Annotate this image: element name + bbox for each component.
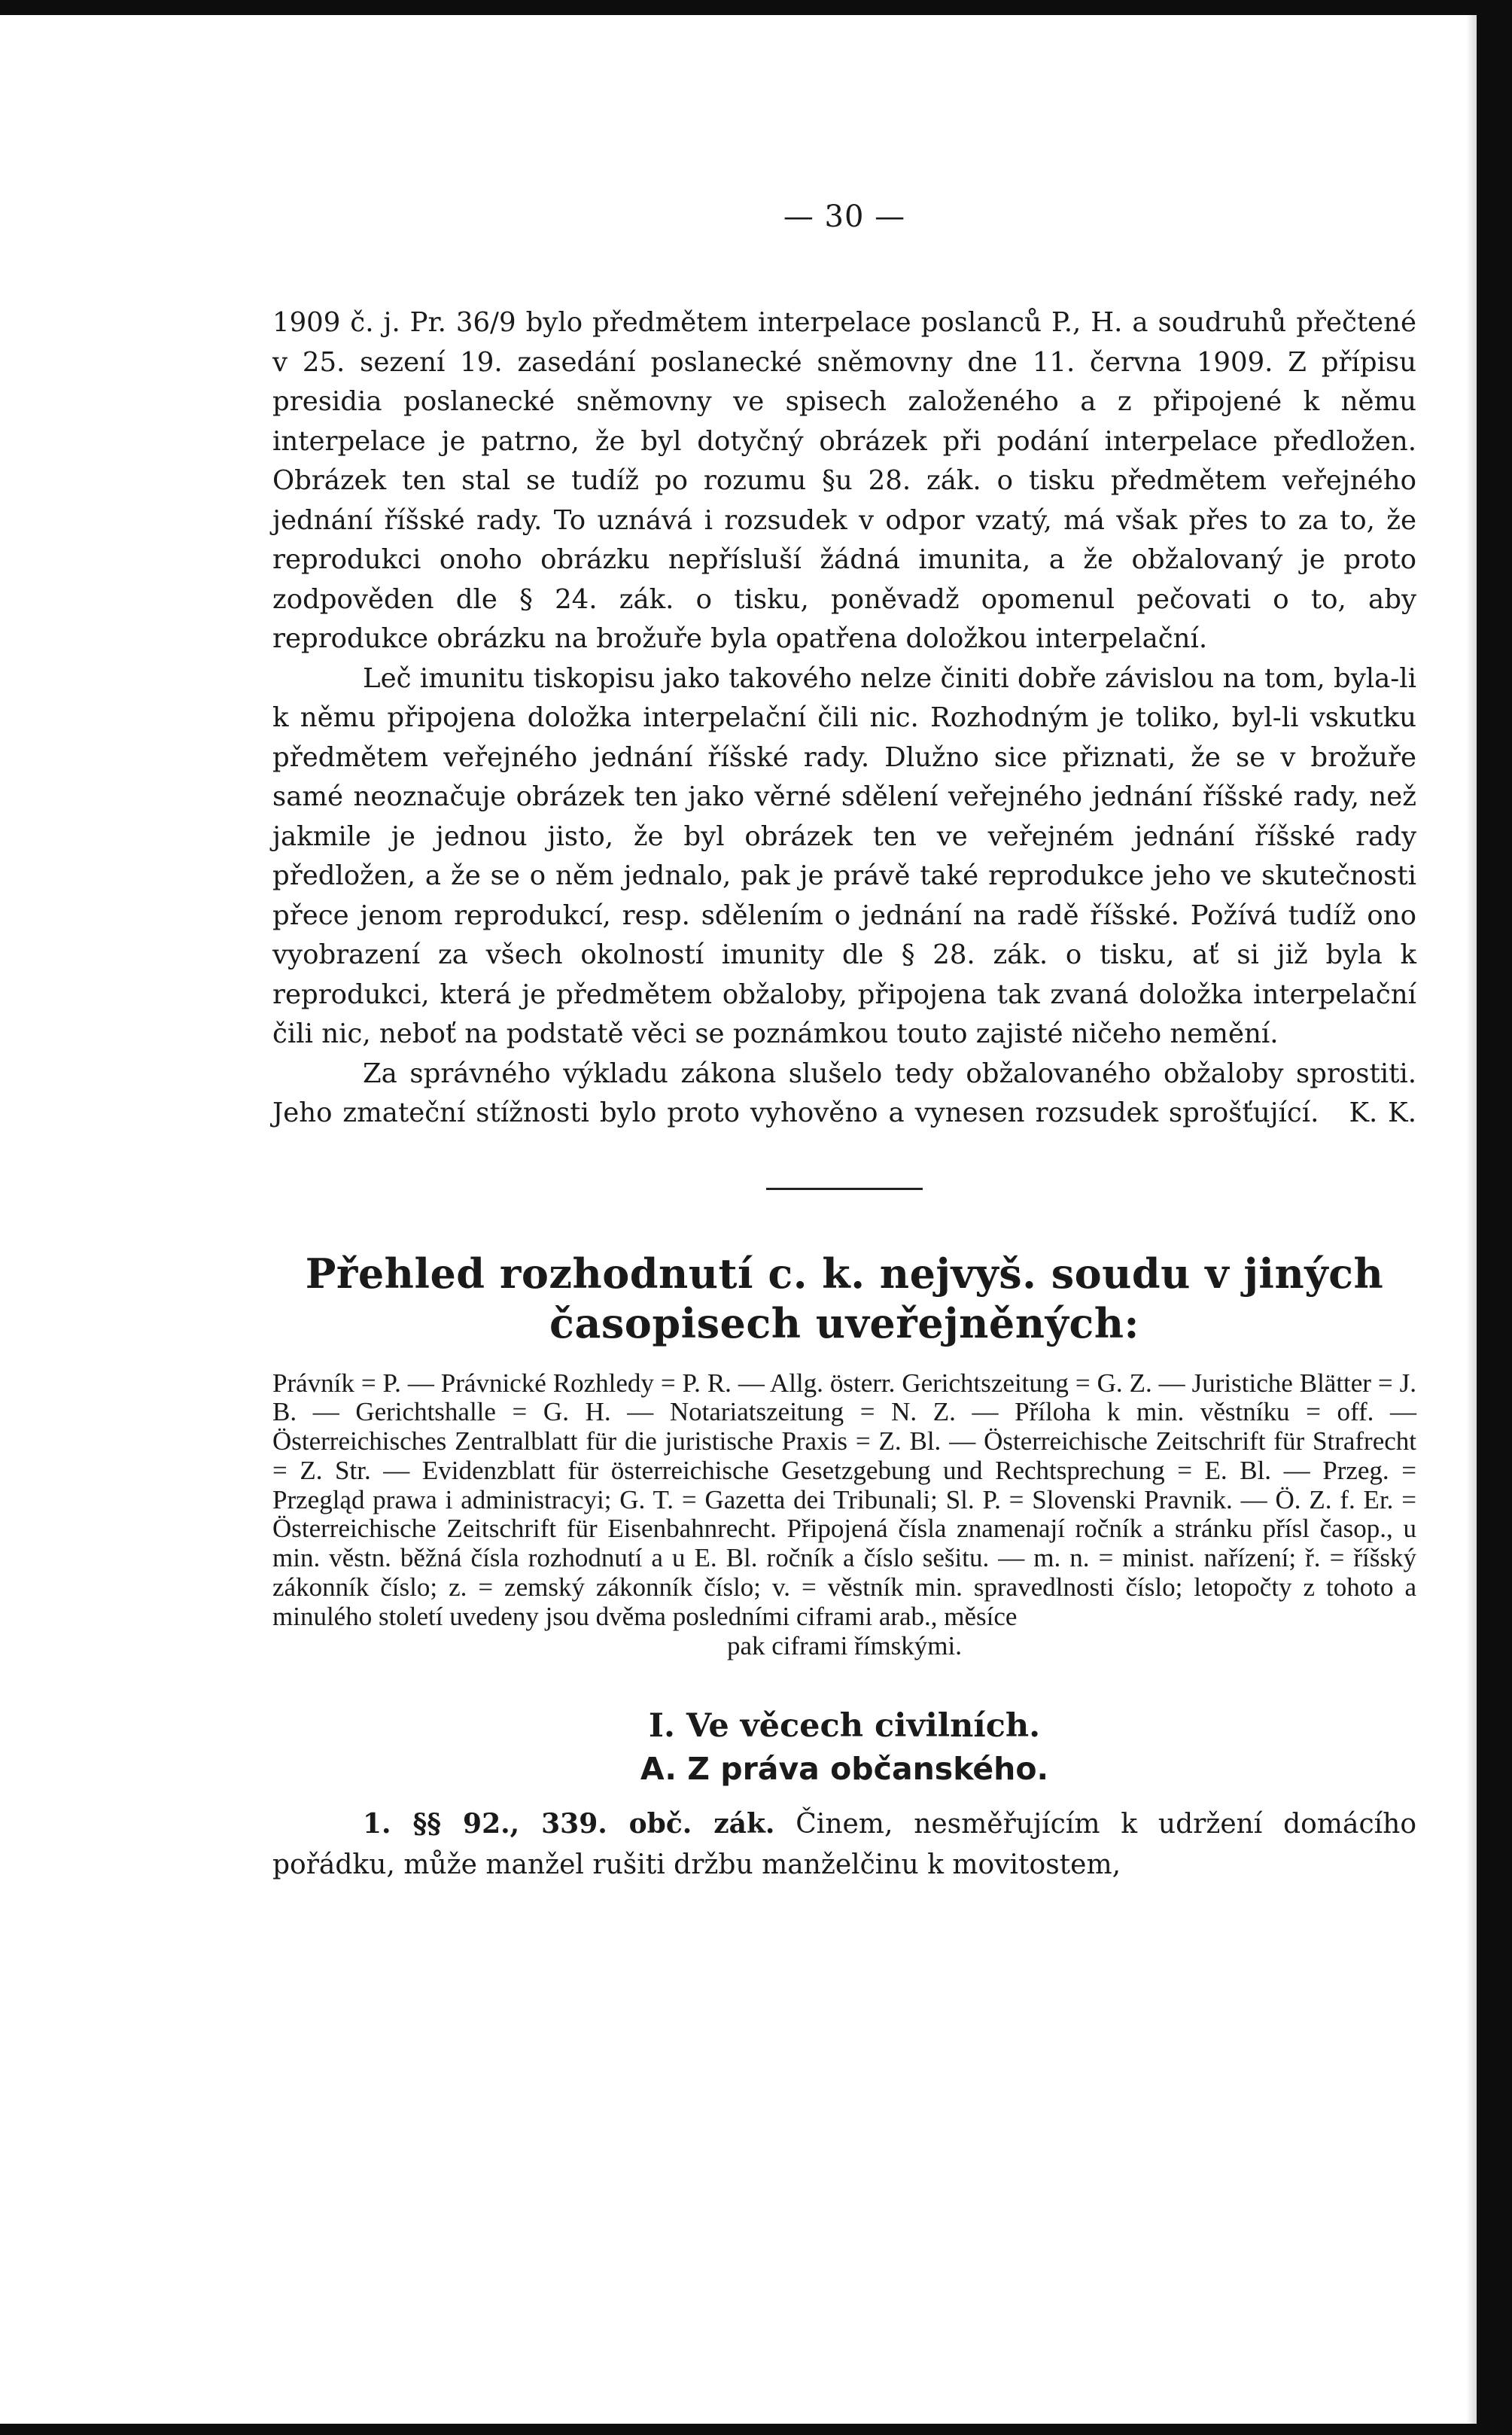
overview-heading-line-1: Přehled rozhodnutí c. k. nejvyš. soudu v jiných [305,1249,1384,1298]
abbreviations-list-end: pak ciframi římskými. [726,1630,962,1660]
subsection-title: A. Z práva občanského. [640,1751,1049,1788]
abbreviations-list: Právník = P. — Právnické Rozhledy = P. R. — Allg. österr. Gerichtszeitung = G. Z. — Juristiche Blätter = J. B. — Gerichtshalle = G. H. — Notariatszeitung = N. Z. — Příloha k min. věstníku = off. — Österreichisches Zentralblatt für die juristische Praxis = Z. Bl. — Österreichische Zeitschrift für Strafrecht = Z. Str. — Evidenzblatt für österreichische Gesetzgebung und Rechtsprechung = E. Bl. — Przeg. = Przegląd prawa i administracyi; G. T. = Gazetta dei Tribunali; Sl. P. = Slovenski Pravnik. — Ö. Z. f. Er. = Österreichische Zeitschrift für Eisenbahnrecht. Připojená čísla znamenají ročník a stránku přísl časop., u min. věstn. běžná čísla rozhodnutí a u E. Bl. ročník a číslo sešitu. — m. n. = minist. nařízení; ř. = říšský zákonník číslo; z. = zemský zákonník číslo; v. = věstník min. spravedlnosti číslo; letopočty z tohoto a minulého století uvedeny jsou dvěma posledními ciframi arab., měsíce [272,1368,1416,1631]
separator-rule [766,1188,923,1190]
paragraph-2: Leč imunitu tiskopisu jako takového nelze činiti dobře závislou na tom, byla-li k němu připojena doložka interpelační čili nic. Rozhodným je toliko, byl-li vskutku předmětem veřejného jednání říšské rady. Dlužno sice přiznati, že se v brožuře samé neoznačuje obrázek ten jako věrné sdělení veřejného jednání říšské rady, než jakmile je jednou jisto, že byl obrázek ten ve veřejném jednání říšské rady předložen, a že se o něm jednalo, pak je právě také reprodukce jeho ve skutečnosti přece jenom reprodukcí, resp. sdělením o jednání na radě říšské. Požívá tudíž ono vyobrazení za všech okolností imunity dle § 28. zák. o tisku, ať si již byla k reprodukci, která je předmětem obžaloby, připojena tak zvaná doložka interpelační čili nic, neboť na podstatě věci se poznámkou touto zajisté ničeho nemění. [272,662,1416,1049]
paragraph-3-text: Za správného výkladu zákona slušelo tedy obžalovaného obžaloby sprostiti. Jeho zmateční stížnosti bylo proto vyhověno a vynesen rozsudek sprošťující. [272,1058,1416,1128]
author-initials: K. K. [1349,1097,1416,1128]
case-text: Činem, nesměřujícím k udržení domácího pořádku, může manžel rušiti držbu manželčinu k movitostem, [272,1809,1416,1881]
overview-heading [272,1249,1416,1348]
case-citation: 1. §§ 92., 339. obč. zák. [363,1808,775,1840]
document-page [0,15,1477,2424]
page-content [272,199,1416,1886]
paragraph-1: 1909 č. j. Pr. 36/9 bylo předmětem interpelace poslanců P., H. a soudruhů přečtené v 25. sezení 19. zasedání poslanecké sněmovny dne 11. června 1909. Z přípisu presidia poslanecké sněmovny ve spisech založeného a z připojené k němu interpelace je patrno, že byl dotyčný obrázek při podání interpelace předložen. Obrázek ten stal se tudíž po rozumu §u 28. zák. o tisku předmětem veřejného jednání říšské rady. To uznává i rozsudek v odpor vzatý, má však přes to za to, že reprodukci onoho obrázku nepřísluší žádná imunita, a že obžalovaný je proto zodpověden dle § 24. zák. o tisku, poněvadž opomenul pečovati o to, aby reprodukce obrázku na brožuře byla opatřena doložkou interpelační. [272,307,1416,654]
section-title: I. Ve věcech civilních. [648,1707,1041,1746]
decision-text [272,303,1416,1134]
page-number: — 30 — [783,199,906,234]
paragraph-3 [272,1055,1416,1134]
overview-heading-line-2: časopisech uveřejněných: [549,1298,1139,1347]
case-entry [272,1803,1416,1886]
